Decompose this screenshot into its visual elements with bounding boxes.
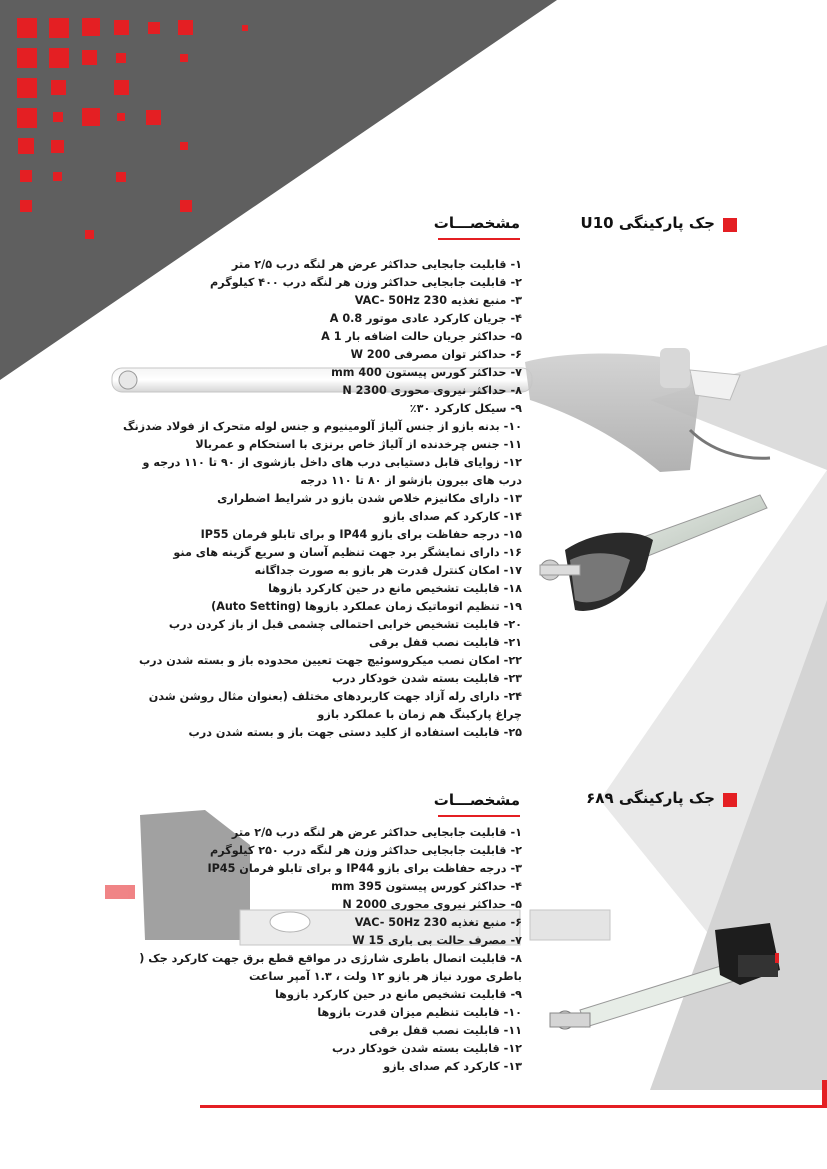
spec-number: ۱۳-	[503, 1060, 522, 1073]
j689-spec-list	[132, 824, 522, 1076]
spec-item	[137, 652, 522, 670]
spec-text: قابلیت تشخیص خرابی احتمالی چشمی قبل از باز کردن درب	[168, 618, 500, 631]
spec-number: ۸-	[510, 952, 522, 965]
spec-text: قابلیت جابجایی حداکثر عرض هر لنگه درب ۲/۵ متر	[231, 826, 507, 839]
spec-number: ۷-	[510, 934, 522, 947]
spec-text: حداکثر توان مصرفی 200 W	[350, 348, 507, 361]
spec-number: ۱۷-	[503, 564, 522, 577]
spec-number: ۱۹-	[503, 600, 522, 613]
spec-number: ۱-	[510, 826, 522, 839]
spec-item	[137, 346, 522, 364]
spec-number: ۱۰-	[503, 1006, 522, 1019]
spec-text: دارای نمایشگر برد جهت تنظیم آسان و سریع گزینه های منو	[173, 546, 500, 559]
spec-text: قابلیت جابجایی حداکثر وزن هر لنگه درب ۴۰۰ کیلوگرم	[210, 276, 507, 289]
spec-item	[132, 860, 522, 878]
spec-item	[137, 490, 522, 508]
spec-text: قابلیت تنظیم میزان قدرت بازوها	[317, 1006, 500, 1019]
spec-number: ۱۱-	[503, 438, 522, 451]
spec-text: حداکثر کورس پیستون 400 mm	[331, 366, 507, 379]
spec-text: قابلیت جابجایی حداکثر وزن هر لنگه درب ۲۵۰ کیلوگرم	[210, 844, 507, 857]
spec-text: حداکثر جریان حالت اضافه بار 1 A	[321, 330, 507, 343]
spec-text: جریان کارکرد عادی موتور 0.8 A	[329, 312, 507, 325]
spec-item	[123, 418, 522, 436]
spec-item	[137, 292, 522, 310]
spec-item	[137, 382, 522, 400]
spec-item	[137, 328, 522, 346]
spec-text: منبع تغذیه 230 VAC- 50Hz	[354, 916, 507, 929]
spec-text: درجه حفاظت برای بازو IP44 و برای تابلو فرمان IP55	[200, 528, 500, 541]
spec-text: مصرف حالت بی باری 15 W	[352, 934, 507, 947]
u10-title: جک پارکینگی U10	[580, 214, 715, 232]
spec-text: قابلیت جابجایی حداکثر عرض هر لنگه درب ۲/۵ متر	[231, 258, 507, 271]
spec-text: سیکل کارکرد ۳۰٪	[409, 402, 507, 415]
spec-number: ۶-	[510, 348, 522, 361]
spec-text: قابلیت بسته شدن خودکار درب	[332, 672, 500, 685]
spec-text: دارای رله آزاد جهت کاربردهای مختلف (بعنوان مثال روشن شدن چراغ پارکینگ هم زمان با عملکرد بازو	[148, 690, 522, 721]
spec-number: ۱۱-	[503, 1024, 522, 1037]
spec-number: ۲۱-	[503, 636, 522, 649]
spec-number: ۲-	[510, 276, 522, 289]
spec-text: قابلیت نصب قفل برقی	[369, 636, 500, 649]
j689-arm-image	[540, 915, 790, 1055]
spec-item	[132, 914, 522, 932]
spec-item	[132, 932, 522, 950]
spec-text: بدنه بازو از جنس آلیاژ آلومینیوم و جنس لوله متحرک از فولاد ضدزنگ	[123, 420, 500, 433]
spec-text: منبع تغذیه 230 VAC- 50Hz	[354, 294, 507, 307]
u10-spec-list	[123, 256, 522, 742]
spec-item	[137, 526, 522, 544]
spec-item	[132, 1022, 522, 1040]
spec-number: ۱۴-	[503, 510, 522, 523]
spec-text: تنظیم اتوماتیک زمان عملکرد بازوها (Auto Setting)	[211, 600, 500, 613]
spec-number: ۴-	[510, 312, 522, 325]
spec-item	[137, 364, 522, 382]
spec-item	[132, 896, 522, 914]
spec-number: ۹-	[510, 402, 522, 415]
spec-number: ۴-	[510, 880, 522, 893]
spec-text: کارکرد کم صدای بازو	[383, 1060, 500, 1073]
spec-item	[137, 256, 522, 274]
spec-text: حداکثر نیروی محوری 2000 N	[342, 898, 507, 911]
spec-item	[137, 310, 522, 328]
spec-number: ۱۵-	[503, 528, 522, 541]
spec-item	[132, 824, 522, 842]
j689-spec-heading: مشخصـــات	[433, 791, 520, 809]
spec-text: قابلیت تشخیص مانع در حین کارکرد بازوها	[268, 582, 500, 595]
spec-text: زوایای قابل دستیابی درب های داخل بازشوی از ۹۰ تا ۱۱۰ درجه و درب های بیرون بازشو از ۸۰ تا ۱۱۰ درجه	[142, 456, 522, 487]
spec-item	[132, 842, 522, 860]
spec-number: ۲۵-	[503, 726, 522, 739]
spec-number: ۸-	[510, 384, 522, 397]
spec-number: ۲۴-	[503, 690, 522, 703]
spec-number: ۱۰-	[503, 420, 522, 433]
spec-item	[137, 562, 522, 580]
spec-item	[137, 580, 522, 598]
spec-item	[132, 1004, 522, 1022]
spec-text: امکان نصب میکروسوئیچ جهت تعیین محدوده باز و بسته شدن درب	[138, 654, 500, 667]
spec-item	[137, 508, 522, 526]
spec-item	[137, 724, 522, 742]
spec-item	[137, 634, 522, 652]
spec-number: ۱-	[510, 258, 522, 271]
spec-text: حداکثر نیروی محوری 2300 N	[342, 384, 507, 397]
spec-item	[137, 688, 522, 724]
spec-number: ۱۳-	[503, 492, 522, 505]
spec-item	[137, 670, 522, 688]
spec-number: ۱۲-	[503, 1042, 522, 1055]
spec-text: قابلیت بسته شدن خودکار درب	[332, 1042, 500, 1055]
spec-text: درجه حفاظت برای بازو IP44 و برای تابلو فرمان IP45	[207, 862, 507, 875]
spec-number: ۱۸-	[503, 582, 522, 595]
spec-number: ۲۲-	[503, 654, 522, 667]
spec-text: دارای مکانیزم خلاص شدن بازو در شرایط اضطراری	[217, 492, 500, 505]
spec-item	[137, 274, 522, 292]
spec-number: ۲۳-	[503, 672, 522, 685]
spec-number: ۵-	[510, 330, 522, 343]
j689-title: جک پارکینگی ۶۸۹	[586, 789, 715, 807]
spec-text: حداکثر کورس پیستون 395 mm	[331, 880, 507, 893]
spec-number: ۱۶-	[503, 546, 522, 559]
u10-spec-heading: مشخصـــات	[433, 214, 520, 232]
spec-number: ۷-	[510, 366, 522, 379]
j689-spec-underline	[438, 815, 520, 817]
spec-text: قابلیت اتصال باطری شارژی در مواقع قطع برق جهت کارکرد جک ( باطری مورد نیاز هر بازو ۱۲ ولت ، ۱.۳ آمپر ساعت	[139, 952, 522, 983]
spec-text: جنس چرخدنده از آلیاژ خاص برنزی با استحکام و عمربالا	[195, 438, 500, 451]
spec-item	[132, 1040, 522, 1058]
spec-item	[137, 544, 522, 562]
spec-number: ۵-	[510, 898, 522, 911]
spec-item	[137, 454, 522, 490]
u10-title-marker	[723, 218, 737, 232]
spec-number: ۳-	[510, 862, 522, 875]
spec-item	[137, 400, 522, 418]
spec-text: قابلیت استفاده از کلید دستی جهت باز و بسته شدن درب	[188, 726, 500, 739]
spec-item	[132, 986, 522, 1004]
u10-arm-image	[535, 490, 785, 620]
spec-item	[137, 436, 522, 454]
spec-number: ۳-	[510, 294, 522, 307]
spec-number: ۲-	[510, 844, 522, 857]
j689-title-marker	[723, 793, 737, 807]
u10-spec-underline	[438, 238, 520, 240]
spec-item	[132, 878, 522, 896]
spec-text: قابلیت نصب قفل برقی	[369, 1024, 500, 1037]
spec-text: کارکرد کم صدای بازو	[383, 510, 500, 523]
spec-text: امکان کنترل قدرت هر بازو به صورت جداگانه	[254, 564, 500, 577]
spec-text: قابلیت تشخیص مانع در حین کارکرد بازوها	[274, 988, 507, 1001]
spec-number: ۶-	[510, 916, 522, 929]
spec-number: ۲۰-	[503, 618, 522, 631]
spec-item	[132, 1058, 522, 1076]
spec-number: ۹-	[510, 988, 522, 1001]
spec-item	[137, 616, 522, 634]
spec-item	[132, 950, 522, 986]
spec-item	[137, 598, 522, 616]
spec-number: ۱۲-	[503, 456, 522, 469]
